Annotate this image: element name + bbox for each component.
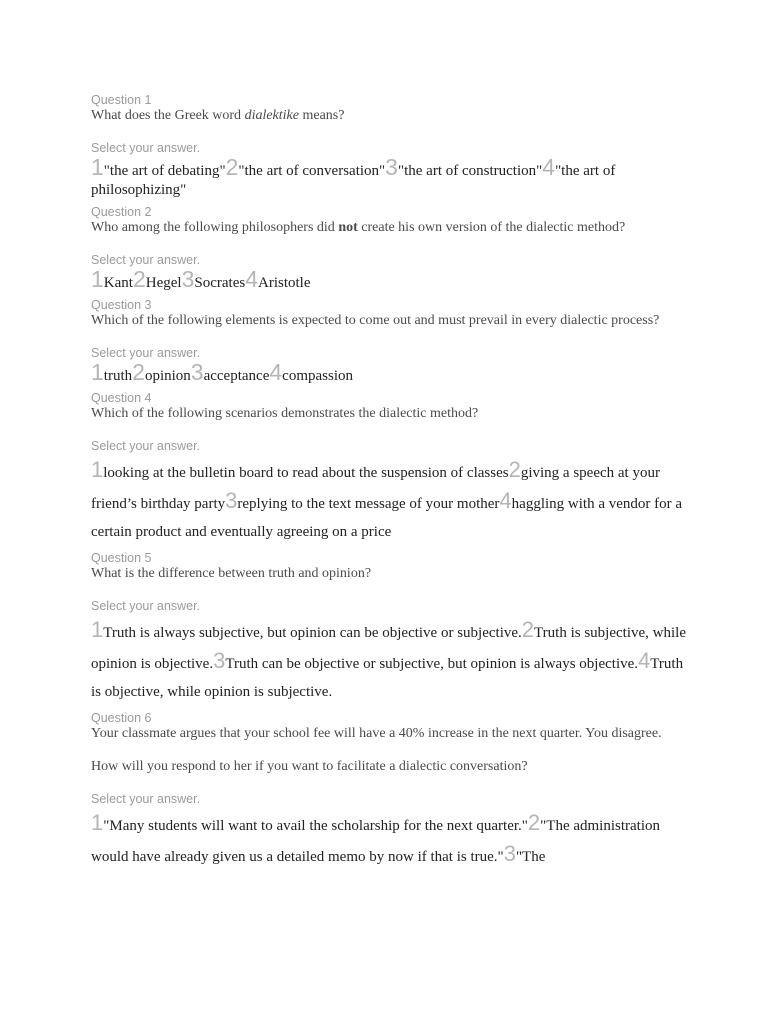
answer-option-2[interactable] bbox=[225, 154, 386, 180]
question-text: Which of the following scenarios demonstrates the dialectic method? bbox=[91, 406, 479, 421]
question-label: Question 2 bbox=[91, 205, 152, 219]
question-text-followup: How will you respond to her if you want to facilitate a dialectic conversation? bbox=[91, 759, 528, 774]
quiz-page bbox=[91, 93, 691, 876]
question-text bbox=[91, 220, 691, 236]
option-text: Socrates bbox=[194, 275, 246, 291]
question-1 bbox=[91, 93, 691, 200]
question-text: Your classmate argues that your school fee will have a 40% increase in the next quarter. You disagree. bbox=[91, 726, 662, 741]
option-number: 3 bbox=[225, 488, 238, 513]
option-text: haggling with a vendor for a certain product and eventually agreeing on a price bbox=[91, 496, 683, 540]
option-number: 2 bbox=[132, 359, 145, 385]
option-text: Hegel bbox=[145, 275, 182, 291]
option-number: 2 bbox=[508, 457, 521, 482]
option-number: 4 bbox=[499, 488, 512, 513]
option-text: "the art of philosophizing" bbox=[91, 163, 616, 198]
select-answer-label: Select your answer. bbox=[91, 141, 201, 155]
question-label: Question 6 bbox=[91, 711, 152, 725]
question-label: Question 5 bbox=[91, 551, 152, 565]
option-number: 2 bbox=[527, 810, 541, 835]
answer-options bbox=[91, 359, 691, 386]
option-number: 4 bbox=[245, 266, 259, 292]
option-text: looking at the bulletin board to read about the suspension of classes bbox=[103, 465, 509, 481]
question-label: Question 3 bbox=[91, 298, 152, 312]
select-answer-label: Select your answer. bbox=[91, 346, 201, 360]
question-text-part: Who among the following philosophers did bbox=[91, 220, 339, 235]
answer-option-3[interactable] bbox=[190, 359, 270, 385]
answer-option-1[interactable] bbox=[91, 359, 133, 385]
question-text-emphasis: dialektike bbox=[244, 108, 299, 123]
option-text: Aristotle bbox=[258, 275, 311, 291]
select-answer-label: Select your answer. bbox=[91, 439, 201, 453]
question-text-bold: not bbox=[338, 220, 358, 235]
answer-option-1[interactable] bbox=[91, 617, 522, 642]
option-number: 2 bbox=[225, 154, 239, 180]
option-number: 4 bbox=[542, 154, 556, 180]
option-number: 3 bbox=[385, 154, 398, 180]
answer-options bbox=[91, 616, 691, 706]
option-number: 1 bbox=[91, 154, 104, 180]
option-text: Truth is always subjective, but opinion can be objective or subjective. bbox=[103, 625, 522, 641]
question-label: Question 4 bbox=[91, 391, 152, 405]
option-text: "Many students will want to avail the scholarship for the next quarter." bbox=[103, 818, 528, 834]
question-text: What is the difference between truth and opinion? bbox=[91, 566, 372, 581]
option-number: 1 bbox=[91, 457, 104, 482]
option-text: acceptance bbox=[203, 368, 270, 384]
answer-option-2[interactable] bbox=[132, 266, 182, 292]
option-number: 4 bbox=[638, 648, 651, 673]
question-text-part: create his own version of the dialectic method? bbox=[357, 220, 626, 235]
option-text: "the art of construction" bbox=[397, 163, 543, 179]
question-2 bbox=[91, 205, 691, 293]
question-6 bbox=[91, 711, 691, 871]
option-number: 2 bbox=[132, 266, 146, 292]
option-text: opinion bbox=[144, 368, 191, 384]
answer-option-2[interactable] bbox=[132, 359, 191, 385]
option-text: "the art of debating" bbox=[103, 163, 226, 179]
question-text bbox=[91, 108, 691, 124]
answer-options bbox=[91, 809, 691, 871]
answer-option-3[interactable] bbox=[181, 266, 246, 292]
answer-option-3[interactable] bbox=[503, 841, 546, 866]
option-number: 3 bbox=[503, 841, 516, 866]
answer-option-1[interactable] bbox=[91, 457, 509, 482]
select-answer-label: Select your answer. bbox=[91, 599, 201, 613]
answer-option-1[interactable] bbox=[91, 154, 226, 180]
option-number: 1 bbox=[91, 359, 104, 385]
question-4 bbox=[91, 391, 691, 546]
answer-option-3[interactable] bbox=[213, 648, 639, 673]
option-text: replying to the text message of your mother bbox=[237, 496, 500, 512]
option-text: Truth can be objective or subjective, but opinion is always objective. bbox=[225, 656, 639, 672]
option-text: truth bbox=[103, 368, 133, 384]
option-text: "the art of conversation" bbox=[238, 163, 386, 179]
option-text: giving a speech at your friend’s birthday party bbox=[91, 465, 660, 512]
answer-option-3[interactable] bbox=[385, 154, 543, 180]
option-text: Truth is objective, while opinion is subjective. bbox=[91, 656, 684, 700]
option-number: 2 bbox=[521, 617, 535, 642]
question-text-part: What does the Greek word bbox=[91, 108, 245, 123]
question-5 bbox=[91, 551, 691, 706]
option-text: "The bbox=[515, 849, 546, 865]
option-text: compassion bbox=[282, 368, 353, 384]
question-label: Question 1 bbox=[91, 93, 152, 107]
option-text: Truth is subjective, while opinion is objective. bbox=[91, 625, 686, 672]
answer-option-1[interactable] bbox=[91, 810, 528, 835]
answer-option-3[interactable] bbox=[225, 488, 500, 513]
answer-options bbox=[91, 154, 691, 200]
option-number: 3 bbox=[190, 359, 204, 385]
option-number: 1 bbox=[91, 810, 104, 835]
option-text: "The administration would have already given us a detailed memo by now if that is true." bbox=[91, 818, 661, 865]
answer-option-1[interactable] bbox=[91, 266, 133, 292]
answer-option-4[interactable] bbox=[245, 266, 311, 292]
option-text: Kant bbox=[103, 275, 133, 291]
question-text-part: means? bbox=[298, 108, 345, 123]
option-number: 4 bbox=[269, 359, 283, 385]
question-text: Which of the following elements is expected to come out and must prevail in every dialectic process? bbox=[91, 313, 660, 328]
select-answer-label: Select your answer. bbox=[91, 792, 201, 806]
question-3 bbox=[91, 298, 691, 386]
option-number: 3 bbox=[181, 266, 195, 292]
option-number: 1 bbox=[91, 617, 104, 642]
select-answer-label: Select your answer. bbox=[91, 253, 201, 267]
answer-option-4[interactable] bbox=[269, 359, 353, 385]
option-number: 1 bbox=[91, 266, 104, 292]
answer-options bbox=[91, 456, 691, 546]
option-number: 3 bbox=[213, 648, 226, 673]
answer-options bbox=[91, 266, 691, 293]
